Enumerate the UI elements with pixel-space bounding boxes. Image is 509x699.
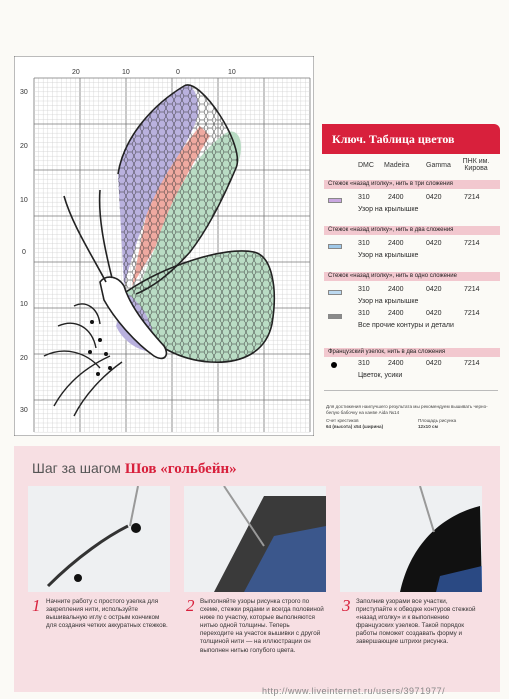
section-title [32, 460, 237, 478]
code-dmc: 310 [358, 360, 370, 367]
code-madeira: 2400 [388, 286, 404, 293]
tick-top-0: 0 [176, 69, 180, 76]
tick-left-10b: 10 [20, 301, 28, 308]
note-text: Для достижения наилучшего результата мы рекомендуем вышивать черно-белую бабочку на канве Aida №14 [326, 404, 488, 415]
code-gamma: 0420 [426, 194, 442, 201]
step-number-2: 2 [186, 596, 195, 615]
row-label: Цветок, усики [358, 372, 403, 379]
needle-photo-3 [340, 486, 482, 592]
area-value: 12x10 см [418, 424, 439, 429]
needle-photo-2 [184, 486, 326, 592]
col-header-madeira: Madeira [384, 162, 410, 169]
needle-photo-1 [28, 486, 170, 592]
step-number-1: 1 [32, 596, 41, 615]
step-text-1: Начните работу с простого узелка для закрепления нити, используйте вышивальную иглу с острым кончиком для создания четких аккуратных стежков. [46, 598, 168, 630]
tick-left-20: 20 [20, 143, 28, 150]
tick-left-30b: 30 [20, 407, 28, 414]
title-prefix: Шаг за шагом [32, 460, 121, 476]
code-gamma: 0420 [426, 286, 442, 293]
col-header-gamma: Gamma [426, 162, 451, 169]
cross-stitch-chart [14, 56, 314, 436]
step-text-3: Заполнив узорами все участки, приступайте к обводке контуров стежкой «назад иголку» и к выполнению французских узелков. Такой порядок работы поможет создавать форму и завершающие штрихи рисунка. [356, 598, 476, 646]
code-madeira: 2400 [388, 360, 404, 367]
step-photo-2 [184, 486, 326, 592]
count-value: 64 (высота) x54 (ширина) [326, 424, 384, 429]
code-gamma: 0420 [426, 240, 442, 247]
step-number-3: 3 [342, 596, 351, 615]
code-dmc: 310 [358, 240, 370, 247]
code-pnk: 7214 [464, 360, 480, 367]
count-label: Счет крестиков [326, 418, 359, 423]
row-label: Узор на крылышке [358, 252, 419, 259]
tick-top-10b: 10 [228, 69, 236, 76]
code-pnk: 7214 [464, 240, 480, 247]
step-photo-1 [28, 486, 170, 592]
code-pnk: 7214 [464, 286, 480, 293]
key-title: Ключ. Таблица цветов [332, 132, 455, 146]
code-pnk: 7214 [464, 310, 480, 317]
swatch-icon [328, 244, 342, 249]
section-heading: Стежок «назад иголку», нить в три сложения [324, 180, 500, 189]
code-dmc: 310 [358, 194, 370, 201]
section-heading: Французский узелок, нить в два сложения [324, 348, 500, 357]
code-madeira: 2400 [388, 194, 404, 201]
row-label: Все прочие контуры и детали [358, 322, 454, 329]
row-label: Узор на крылышке [358, 298, 419, 305]
chart-grid [14, 56, 314, 436]
code-gamma: 0420 [426, 310, 442, 317]
area-label: Площадь рисунка [418, 418, 457, 423]
code-pnk: 7214 [464, 194, 480, 201]
row-label: Узор на крылышке [358, 206, 419, 213]
tick-top-20: 20 [72, 69, 80, 76]
title-main: Шов «гольбейн» [124, 461, 237, 477]
code-madeira: 2400 [388, 310, 404, 317]
col-header-dmc: DMC [358, 162, 374, 169]
tick-left-20b: 20 [20, 355, 28, 362]
swatch-icon [328, 314, 342, 319]
section-heading: Стежок «назад иголку», нить в два сложения [324, 226, 500, 235]
code-dmc: 310 [358, 286, 370, 293]
col-header-pnk: ПНК им. Кирова [462, 158, 490, 172]
tick-left-30: 30 [20, 89, 28, 96]
footer-url[interactable]: http://www.liveinternet.ru/users/3971977/ [262, 686, 446, 696]
key-header [322, 124, 500, 154]
code-gamma: 0420 [426, 360, 442, 367]
swatch-icon [328, 198, 342, 203]
color-key-panel [322, 124, 500, 436]
step-by-step-section [14, 446, 500, 692]
code-dmc: 310 [358, 310, 370, 317]
tick-left-10: 10 [20, 197, 28, 204]
swatch-icon [328, 290, 342, 295]
step-photo-3 [340, 486, 482, 592]
french-knot-icon [331, 362, 337, 368]
divider [324, 390, 498, 391]
tick-top-10: 10 [122, 69, 130, 76]
code-madeira: 2400 [388, 240, 404, 247]
section-heading: Стежок «назад иголку», нить в одно сложение [324, 272, 500, 281]
step-text-2: Выполняйте узоры рисунка строго по схеме, стежки рядами и всегда половиной ниже по участку, которые выполняются нитью одной толщины. Теперь переходите на участок вышивки с другой толщиной нити — на иллюстрации он выполнен нитью голубого цвета. [200, 598, 324, 654]
tick-left-0: 0 [22, 249, 26, 256]
